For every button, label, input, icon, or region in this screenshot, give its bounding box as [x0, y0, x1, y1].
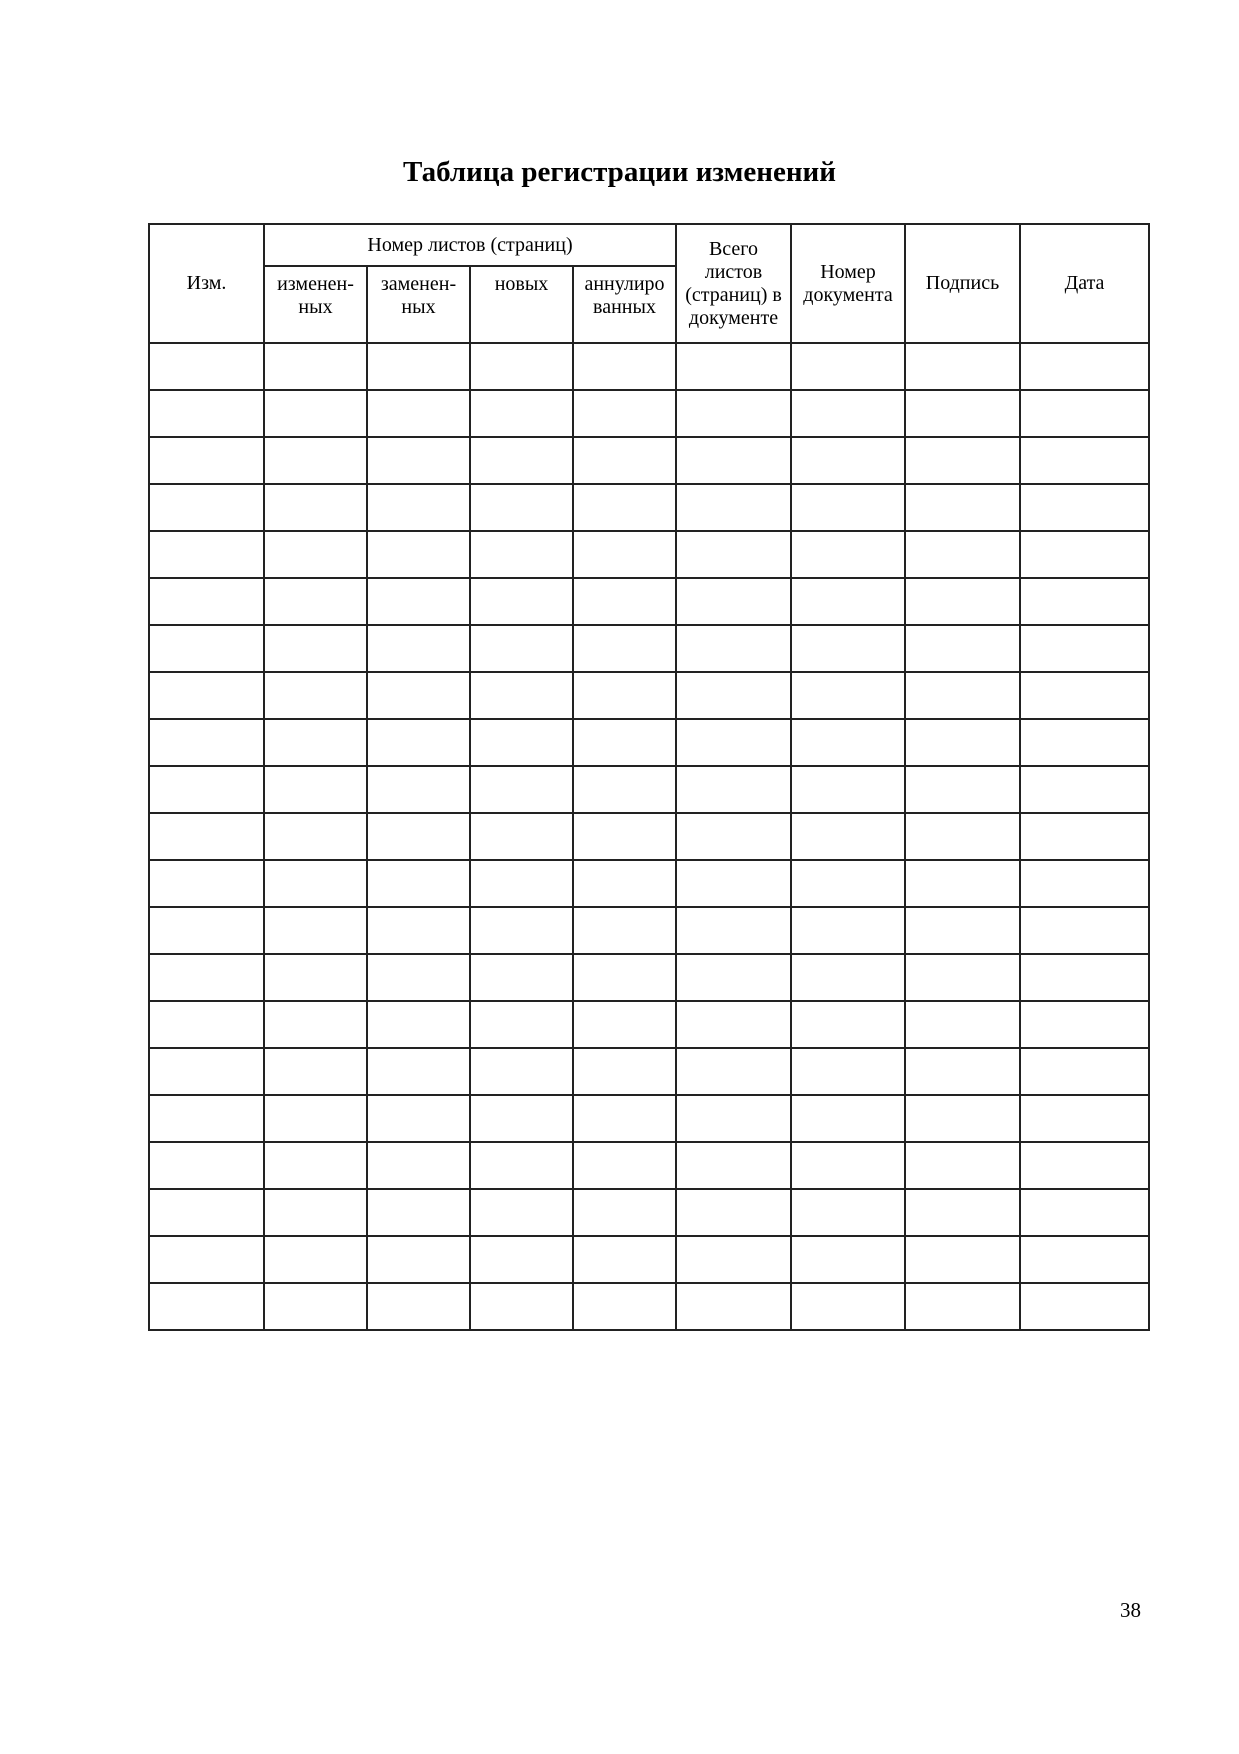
table-cell [676, 907, 791, 954]
table-row [149, 672, 1149, 719]
table-cell [1020, 1283, 1149, 1330]
table-cell [1020, 766, 1149, 813]
table-cell [1020, 484, 1149, 531]
table-cell [791, 860, 905, 907]
table-row [149, 766, 1149, 813]
table-cell [1020, 1095, 1149, 1142]
table-cell [676, 813, 791, 860]
table-cell [149, 578, 264, 625]
header-annulled [573, 266, 676, 343]
table-cell [905, 672, 1020, 719]
header-changed [264, 266, 367, 343]
table-cell [1020, 672, 1149, 719]
table-cell [149, 813, 264, 860]
table-cell [149, 390, 264, 437]
table-cell [1020, 1001, 1149, 1048]
table-cell [367, 860, 470, 907]
table-cell [676, 1095, 791, 1142]
table-cell [149, 1189, 264, 1236]
header-date: Дата [1020, 224, 1149, 343]
table-cell [470, 1236, 573, 1283]
table-cell [791, 1048, 905, 1095]
table-cell [791, 343, 905, 390]
table-cell [264, 531, 367, 578]
table-cell [367, 343, 470, 390]
table-cell [905, 813, 1020, 860]
table-cell [367, 1095, 470, 1142]
table-cell [573, 484, 676, 531]
table-cell [676, 719, 791, 766]
table-cell [905, 578, 1020, 625]
table-cell [367, 672, 470, 719]
table-cell [149, 860, 264, 907]
table-row [149, 719, 1149, 766]
table-cell [367, 1142, 470, 1189]
table-cell [905, 1283, 1020, 1330]
table-cell [573, 625, 676, 672]
table-cell [573, 860, 676, 907]
table-cell [367, 1189, 470, 1236]
table-cell [264, 766, 367, 813]
table-cell [905, 1142, 1020, 1189]
table-cell [470, 907, 573, 954]
table-cell [367, 1236, 470, 1283]
table-cell [676, 1189, 791, 1236]
table-cell [367, 813, 470, 860]
table-row [149, 907, 1149, 954]
table-row [149, 1283, 1149, 1330]
table-cell [905, 343, 1020, 390]
table-row [149, 860, 1149, 907]
table-cell [470, 860, 573, 907]
table-row [149, 1001, 1149, 1048]
table-cell [905, 390, 1020, 437]
table-cell [676, 672, 791, 719]
table-cell [905, 531, 1020, 578]
table-cell [264, 484, 367, 531]
table-cell [1020, 437, 1149, 484]
table-cell [470, 1095, 573, 1142]
table-cell [470, 484, 573, 531]
table-cell [676, 954, 791, 1001]
table-cell [676, 625, 791, 672]
table-cell [791, 1189, 905, 1236]
table-cell [149, 625, 264, 672]
table-cell [905, 1095, 1020, 1142]
table-cell [1020, 860, 1149, 907]
table-cell [264, 1048, 367, 1095]
header-total-line-4: документе [688, 306, 779, 329]
table-cell [149, 719, 264, 766]
table-cell [470, 437, 573, 484]
table-cell [676, 390, 791, 437]
table-cell [1020, 578, 1149, 625]
table-cell [573, 390, 676, 437]
table-cell [470, 531, 573, 578]
header-total-line-2: листов [704, 260, 763, 283]
table-row [149, 1095, 1149, 1142]
table-cell [791, 1142, 905, 1189]
table-cell [905, 625, 1020, 672]
table-cell [905, 1236, 1020, 1283]
table-cell [264, 672, 367, 719]
table-cell [264, 719, 367, 766]
table-cell [573, 578, 676, 625]
table-cell [573, 1001, 676, 1048]
table-row [149, 1236, 1149, 1283]
table-cell [791, 766, 905, 813]
table-cell [149, 343, 264, 390]
table-cell [470, 766, 573, 813]
table-cell [264, 343, 367, 390]
table-cell [676, 484, 791, 531]
table-cell [1020, 390, 1149, 437]
table-row [149, 343, 1149, 390]
table-cell [676, 1283, 791, 1330]
table-cell [264, 1001, 367, 1048]
table-cell [264, 954, 367, 1001]
table-cell [573, 1142, 676, 1189]
page-title: Таблица регистрации изменений [403, 156, 836, 188]
table-row [149, 578, 1149, 625]
table-cell [905, 860, 1020, 907]
table-cell [264, 1189, 367, 1236]
table-cell [1020, 907, 1149, 954]
table-cell [1020, 1142, 1149, 1189]
table-cell [791, 437, 905, 484]
table-cell [367, 578, 470, 625]
table-row [149, 437, 1149, 484]
table-cell [470, 1189, 573, 1236]
table-cell [791, 625, 905, 672]
table-cell [149, 1236, 264, 1283]
table-cell [149, 437, 264, 484]
table-cell [149, 954, 264, 1001]
table-cell [367, 719, 470, 766]
table-cell [367, 1283, 470, 1330]
table-cell [676, 1048, 791, 1095]
header-replaced-line-2: ных [401, 296, 436, 318]
page-number: 38 [1120, 1598, 1141, 1622]
table-cell [905, 1001, 1020, 1048]
table-cell [264, 860, 367, 907]
table-cell [676, 343, 791, 390]
table-cell [905, 766, 1020, 813]
table-cell [791, 1001, 905, 1048]
table-cell [367, 766, 470, 813]
table-cell [676, 1001, 791, 1048]
table-cell [905, 1048, 1020, 1095]
header-sheet-numbers: Номер листов (страниц) [264, 224, 676, 266]
table-cell [264, 1142, 367, 1189]
table-cell [264, 813, 367, 860]
table-cell [367, 484, 470, 531]
table-cell [149, 1048, 264, 1095]
table-cell [264, 437, 367, 484]
table-row [149, 813, 1149, 860]
table-cell [149, 1142, 264, 1189]
table-cell [573, 437, 676, 484]
table-cell [791, 578, 905, 625]
table-cell [1020, 719, 1149, 766]
table-cell [367, 437, 470, 484]
table-cell [149, 531, 264, 578]
table-cell [1020, 343, 1149, 390]
table-cell [791, 1236, 905, 1283]
table-cell [1020, 954, 1149, 1001]
table-cell [573, 1048, 676, 1095]
table-cell [367, 954, 470, 1001]
header-docnum-line-2: документа [803, 283, 893, 306]
table-cell [367, 1001, 470, 1048]
table-cell [573, 1283, 676, 1330]
table-cell [149, 1001, 264, 1048]
table-cell [676, 1236, 791, 1283]
header-total-sheets [676, 224, 791, 343]
table-cell [676, 1142, 791, 1189]
table-cell [470, 625, 573, 672]
header-total-line-3: (страниц) в [685, 283, 782, 306]
table-cell [149, 1283, 264, 1330]
table-cell [573, 531, 676, 578]
table-cell [791, 954, 905, 1001]
table-row [149, 1142, 1149, 1189]
header-changed-line-2: ных [298, 296, 333, 318]
table-cell [573, 1189, 676, 1236]
table-cell [264, 1095, 367, 1142]
table-cell [1020, 531, 1149, 578]
table-cell [470, 390, 573, 437]
header-izm: Изм. [149, 224, 264, 343]
table-row [149, 1189, 1149, 1236]
table-cell [791, 390, 905, 437]
change-registration-table [148, 223, 1150, 1331]
table-cell [791, 531, 905, 578]
table-cell [905, 719, 1020, 766]
table-cell [791, 813, 905, 860]
table-row [149, 954, 1149, 1001]
table-cell [470, 672, 573, 719]
table-cell [1020, 1189, 1149, 1236]
table-body [149, 343, 1149, 1330]
table-cell [149, 907, 264, 954]
table-cell [791, 719, 905, 766]
table-cell [1020, 813, 1149, 860]
table-row [149, 390, 1149, 437]
table-cell [149, 672, 264, 719]
table-cell [470, 1048, 573, 1095]
table-cell [905, 437, 1020, 484]
table-cell [676, 860, 791, 907]
table-cell [791, 1283, 905, 1330]
table-row [149, 484, 1149, 531]
table-cell [573, 1095, 676, 1142]
table-cell [791, 1095, 905, 1142]
table-cell [470, 954, 573, 1001]
header-annulled-line-1: аннулиро [584, 273, 665, 295]
table-cell [791, 484, 905, 531]
table-cell [264, 907, 367, 954]
table-cell [470, 719, 573, 766]
table-cell [264, 1236, 367, 1283]
table-cell [573, 343, 676, 390]
table-cell [264, 625, 367, 672]
table-cell [676, 766, 791, 813]
table-row [149, 625, 1149, 672]
table-cell [573, 813, 676, 860]
table-cell [264, 390, 367, 437]
table-cell [905, 484, 1020, 531]
table-cell [905, 907, 1020, 954]
table-cell [676, 578, 791, 625]
table-cell [367, 1048, 470, 1095]
table-cell [1020, 625, 1149, 672]
table-cell [149, 484, 264, 531]
table-cell [367, 625, 470, 672]
table-cell [573, 672, 676, 719]
table-cell [367, 390, 470, 437]
table-cell [149, 766, 264, 813]
header-annulled-line-2: ванных [593, 296, 656, 318]
header-docnum-line-1: Номер [820, 260, 876, 283]
table-cell [149, 1095, 264, 1142]
table-cell [367, 907, 470, 954]
table-cell [470, 1142, 573, 1189]
table-cell [470, 813, 573, 860]
table-cell [573, 907, 676, 954]
table-cell [264, 578, 367, 625]
header-changed-line-1: изменен- [277, 273, 354, 295]
table-cell [470, 1001, 573, 1048]
header-new: новых [470, 266, 573, 343]
table-cell [367, 531, 470, 578]
table-row [149, 1048, 1149, 1095]
header-replaced-line-1: заменен- [380, 273, 457, 295]
table-row [149, 531, 1149, 578]
table-cell [676, 531, 791, 578]
header-replaced [367, 266, 470, 343]
table-cell [264, 1283, 367, 1330]
table-cell [791, 907, 905, 954]
header-signature: Подпись [905, 224, 1020, 343]
table-cell [905, 954, 1020, 1001]
table-cell [1020, 1236, 1149, 1283]
table-cell [905, 1189, 1020, 1236]
table-cell [791, 672, 905, 719]
table-cell [1020, 1048, 1149, 1095]
header-row-group [149, 224, 1149, 266]
table-cell [470, 343, 573, 390]
table-cell [470, 578, 573, 625]
table-cell [470, 1283, 573, 1330]
table-cell [573, 954, 676, 1001]
table-cell [676, 437, 791, 484]
header-total-line-1: Всего [708, 237, 759, 260]
table-cell [573, 1236, 676, 1283]
table-cell [573, 719, 676, 766]
table-cell [573, 766, 676, 813]
header-document-number [791, 224, 905, 343]
